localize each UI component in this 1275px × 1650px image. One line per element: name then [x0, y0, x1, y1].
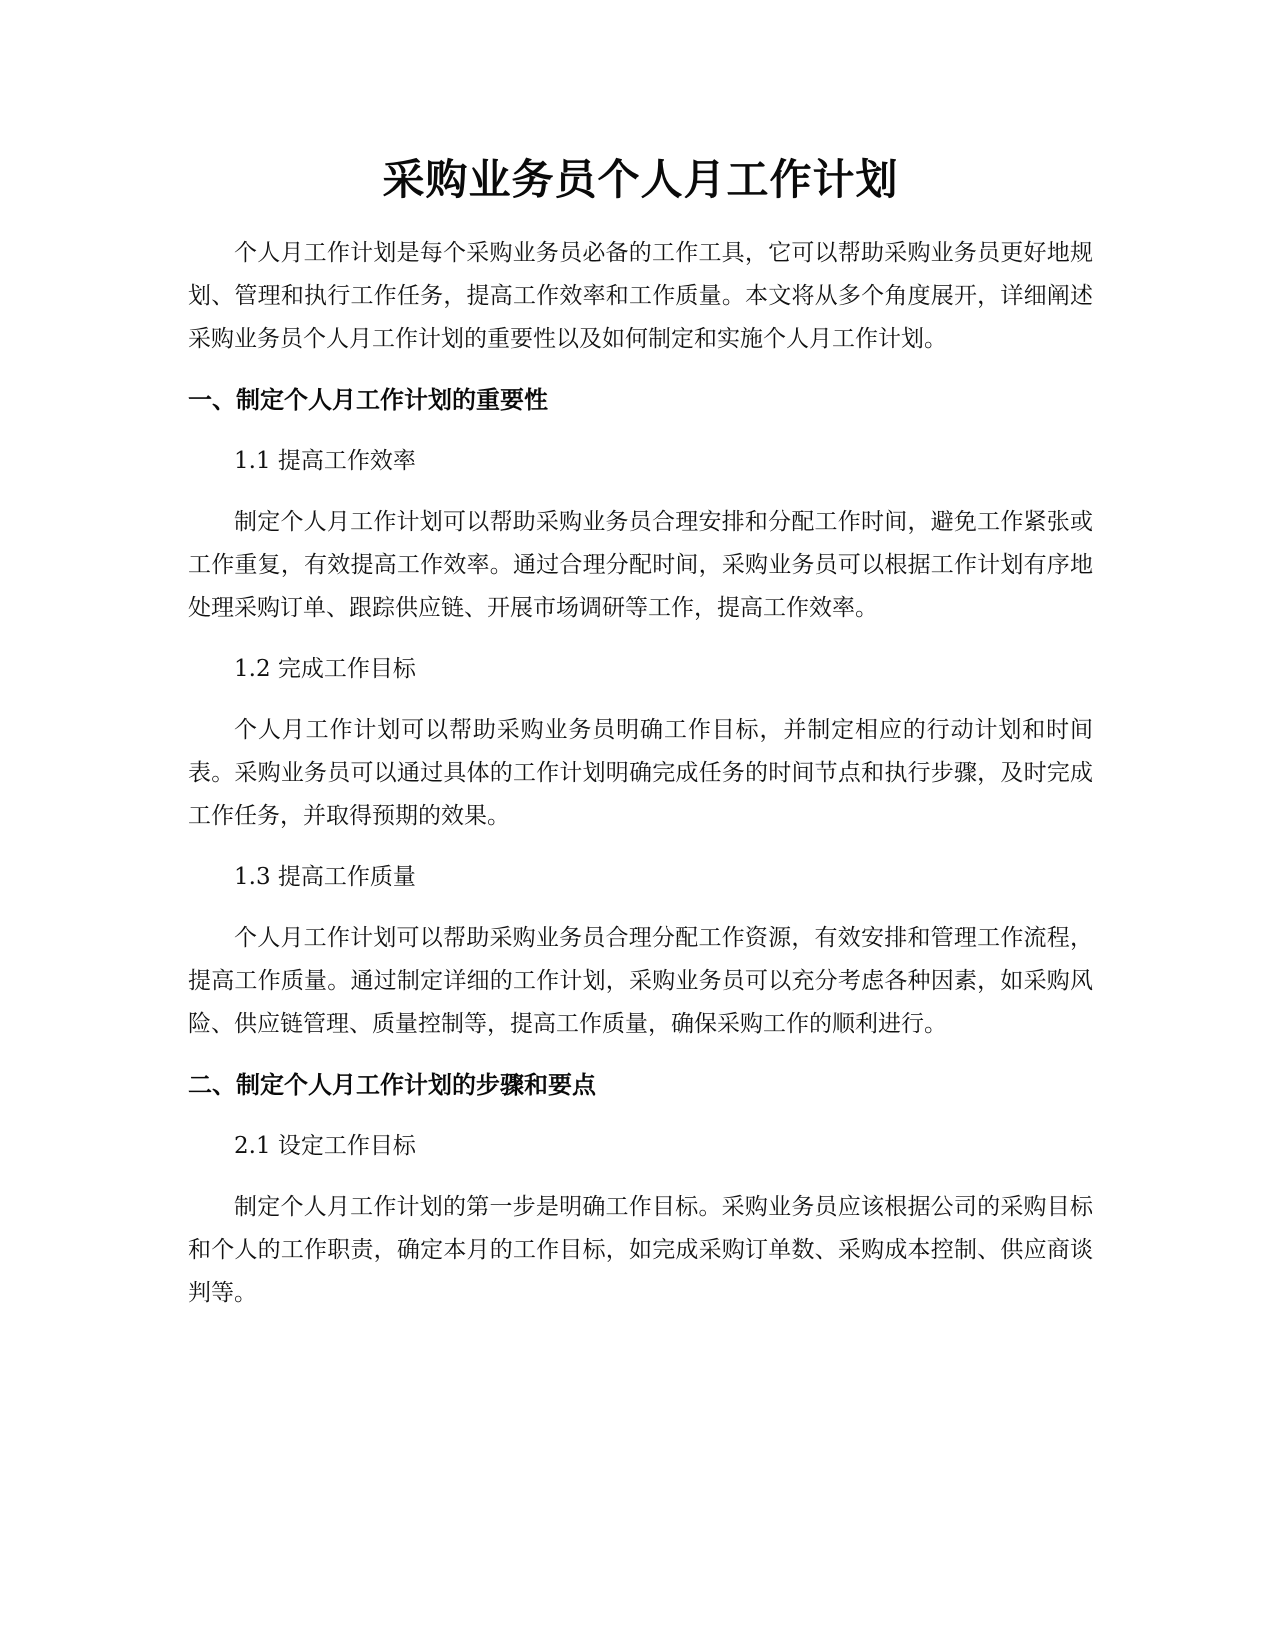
intro-paragraph: 个人月工作计划是每个采购业务员必备的工作工具，它可以帮助采购业务员更好地规划、管理和执行工作任务，提高工作效率和工作质量。本文将从多个角度展开，详细阐述采购业务员个人月工作计划的重要性以及如何制定和实施个人月工作计划。: [188, 240, 1093, 352]
section-heading-importance: 一、制定个人月工作计划的重要性: [188, 386, 548, 414]
subsection-title-quality: 1.3 提高工作质量: [234, 864, 416, 890]
subsection-title-goals: 1.2 完成工作目标: [234, 656, 416, 682]
subsection-title-efficiency: 1.1 提高工作效率: [234, 448, 416, 474]
subsection-body-efficiency: 制定个人月工作计划可以帮助采购业务员合理安排和分配工作时间，避免工作紧张或工作重复，有效提高工作效率。通过合理分配时间，采购业务员可以根据工作计划有序地处理采购订单、跟踪供应链、开展市场调研等工作，提高工作效率。: [188, 509, 1093, 621]
document-body: [188, 150, 1093, 1315]
section-heading-steps: 二、制定个人月工作计划的步骤和要点: [188, 1071, 596, 1099]
subsection-body-quality: 个人月工作计划可以帮助采购业务员合理分配工作资源，有效安排和管理工作流程，提高工作质量。通过制定详细的工作计划，采购业务员可以充分考虑各种因素，如采购风险、供应链管理、质量控制等，提高工作质量，确保采购工作的顺利进行。: [188, 925, 1093, 1037]
subsection-title-set-goals: 2.1 设定工作目标: [234, 1133, 416, 1159]
subsection-body-set-goals: 制定个人月工作计划的第一步是明确工作目标。采购业务员应该根据公司的采购目标和个人的工作职责，确定本月的工作目标，如完成采购订单数、采购成本控制、供应商谈判等。: [188, 1194, 1093, 1306]
document-title: 采购业务员个人月工作计划: [382, 155, 899, 204]
subsection-body-goals: 个人月工作计划可以帮助采购业务员明确工作目标，并制定相应的行动计划和时间表。采购业务员可以通过具体的工作计划明确完成任务的时间节点和执行步骤，及时完成工作任务，并取得预期的效果。: [188, 717, 1093, 829]
